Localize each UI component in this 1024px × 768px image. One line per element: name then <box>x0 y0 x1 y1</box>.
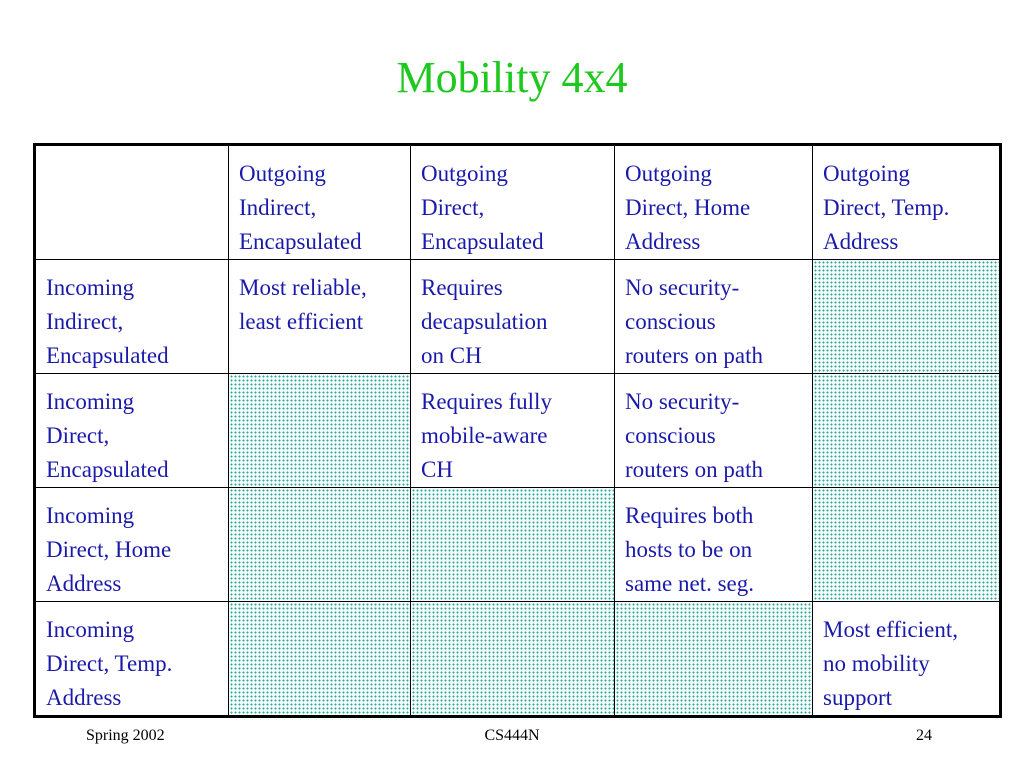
table-row <box>35 602 1001 717</box>
row-header-label: Incoming Direct, Encapsulated <box>46 389 169 482</box>
table-cell <box>813 602 1001 717</box>
row-header <box>35 602 229 717</box>
table-cell-shaded <box>411 602 615 717</box>
row-header-label: Incoming Direct, Temp. Address <box>46 617 173 710</box>
cell-text: No security- conscious routers on path <box>625 389 763 482</box>
cell-text: Most reliable, least efficient <box>239 275 367 334</box>
footer-course: CS444N <box>484 727 540 744</box>
corner-cell <box>35 145 229 260</box>
table-cell <box>411 260 615 374</box>
column-header <box>813 145 1001 260</box>
table-row <box>35 488 1001 602</box>
column-header-label: Outgoing Direct, Temp. Address <box>823 161 950 254</box>
table-cell <box>411 374 615 488</box>
cell-text: Requires decapsulation on CH <box>421 275 548 368</box>
table-cell-shaded <box>229 374 411 488</box>
table-cell-shaded <box>813 374 1001 488</box>
row-header <box>35 374 229 488</box>
table-cell <box>229 260 411 374</box>
cell-text: Requires both hosts to be on same net. seg. <box>625 503 755 596</box>
table-cell-shaded <box>229 488 411 602</box>
header-row <box>35 145 1001 260</box>
footer-page-number: 24 <box>916 727 932 744</box>
mobility-table <box>33 143 1002 718</box>
table-cell-shaded <box>411 488 615 602</box>
cell-text: Requires fully mobile-aware CH <box>421 389 552 482</box>
row-header-label: Incoming Direct, Home Address <box>46 503 172 596</box>
column-header <box>229 145 411 260</box>
column-header-label: Outgoing Direct, Encapsulated <box>421 161 544 254</box>
cell-text: Most efficient, no mobility support <box>823 617 958 710</box>
row-header-label: Incoming Indirect, Encapsulated <box>46 275 169 368</box>
cell-text: No security- conscious routers on path <box>625 275 763 368</box>
table-cell <box>615 260 813 374</box>
table-cell-shaded <box>229 602 411 717</box>
column-header <box>615 145 813 260</box>
table-cell <box>615 488 813 602</box>
row-header <box>35 260 229 374</box>
slide-title: Mobility 4x4 <box>396 53 628 102</box>
column-header-label: Outgoing Direct, Home Address <box>625 161 751 254</box>
table-cell-shaded <box>813 488 1001 602</box>
table-cell-shaded <box>813 260 1001 374</box>
table-cell <box>615 374 813 488</box>
column-header-label: Outgoing Indirect, Encapsulated <box>239 161 362 254</box>
footer-date: Spring 2002 <box>86 727 165 744</box>
table-row <box>35 260 1001 374</box>
table-cell-shaded <box>615 602 813 717</box>
column-header <box>411 145 615 260</box>
table-row <box>35 374 1001 488</box>
row-header <box>35 488 229 602</box>
